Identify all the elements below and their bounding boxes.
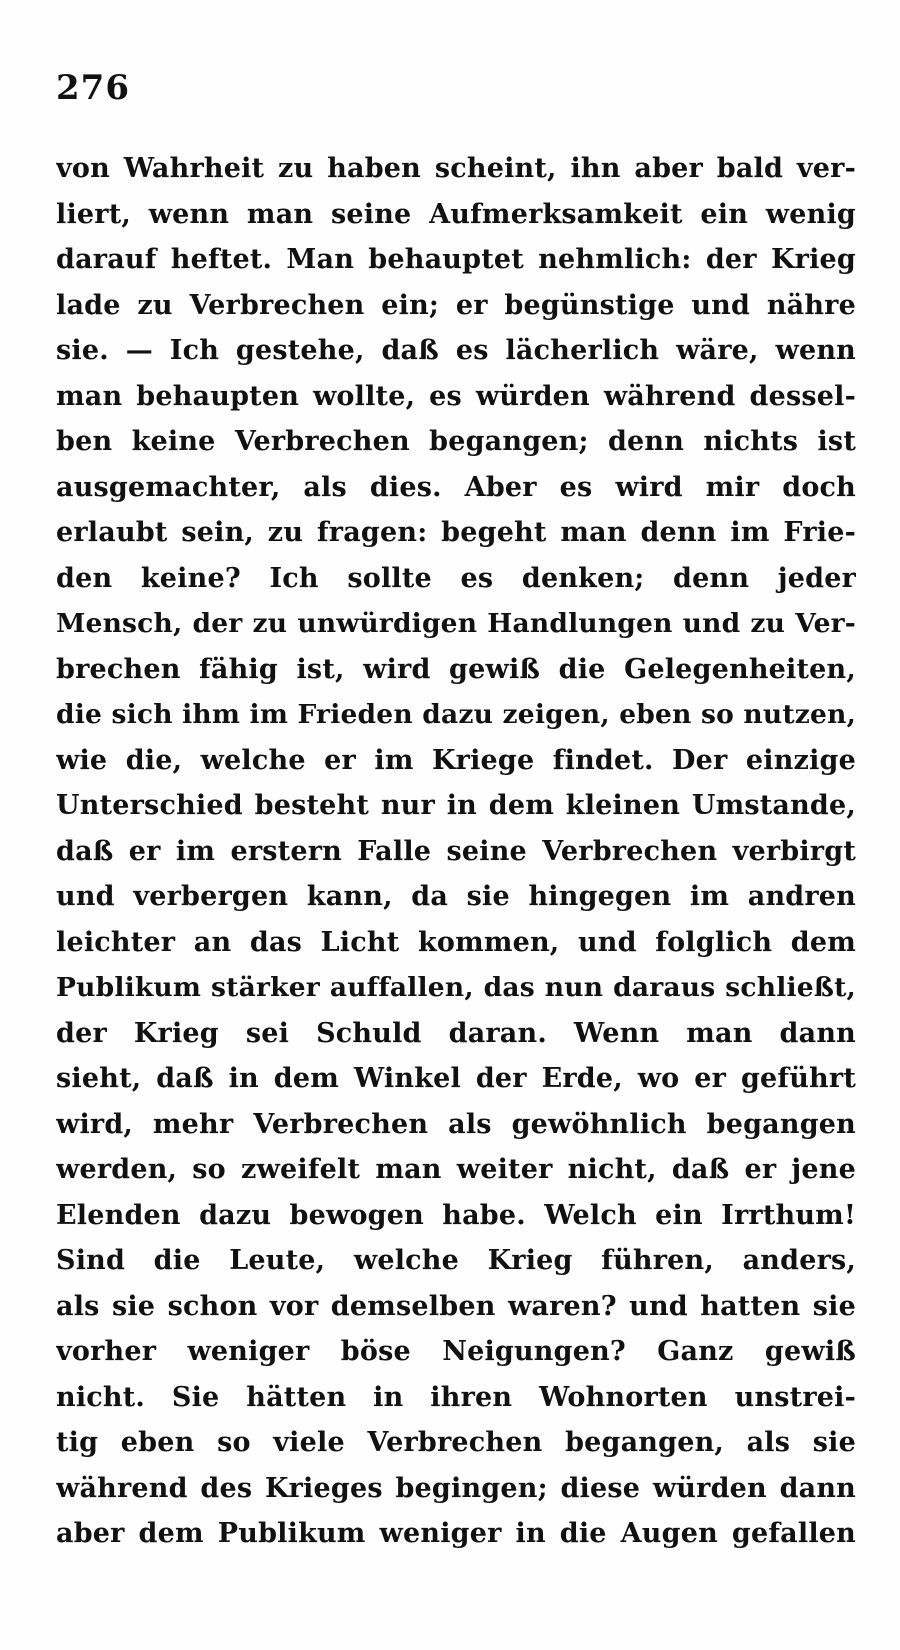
text-line: lade zu Verbrechen ein; er begünstige und nähre xyxy=(56,289,856,321)
text-line: werden, so zweifelt man weiter nicht, daß er jene xyxy=(56,1154,856,1185)
text-line: als sie schon vor demselben waren? und hatten sie xyxy=(56,1290,856,1322)
text-line: Mensch, der zu unwürdigen Handlungen und zu Ver- xyxy=(56,608,856,639)
text-line: von Wahrheit zu haben scheint, ihn aber bald ver- xyxy=(56,153,856,184)
text-line: der Krieg sei Schuld daran. Wenn man dann xyxy=(56,1017,856,1049)
text-line: ausgemachter, als dies. Aber es wird mir doch xyxy=(56,471,856,503)
text-line: daß er im erstern Falle seine Verbrechen verbirgt xyxy=(56,835,856,867)
text-line: ben keine Verbrechen begangen; denn nichts ist xyxy=(56,426,856,457)
text-line: nicht. Sie hätten in ihren Wohnorten unstrei- xyxy=(56,1381,856,1413)
text-line: man behaupten wollte, es würden während dessel- xyxy=(56,380,856,412)
text-line: erlaubt sein, zu fragen: begeht man denn im Frie- xyxy=(56,517,856,548)
text-line: während des Krieges begingen; diese würden dann xyxy=(56,1472,856,1504)
text-line: sieht, daß in dem Winkel der Erde, wo er geführt xyxy=(56,1063,856,1094)
text-line: leichter an das Licht kommen, und folglich dem xyxy=(56,926,856,958)
text-line: Sind die Leute, welche Krieg führen, anders, xyxy=(56,1245,856,1276)
text-line: und verbergen kann, da sie hingegen im andren xyxy=(56,881,856,912)
page-number: 276 xyxy=(56,68,130,108)
text-line: sie. — Ich gestehe, daß es lächerlich wäre, wenn xyxy=(56,335,856,366)
text-line: aber dem Publikum weniger in die Augen gefallen xyxy=(56,1518,856,1549)
text-line: die sich ihm im Frieden dazu zeigen, eben so nutzen, xyxy=(56,699,856,730)
text-line: Unterschied besteht nur in dem kleinen Umstande, xyxy=(56,790,856,821)
text-line: liert, wenn man seine Aufmerksamkeit ein wenig xyxy=(56,198,856,230)
text-line: wie die, welche er im Kriege findet. Der einzige xyxy=(56,744,856,776)
text-line: Publikum stärker auffallen, das nun daraus schließt, xyxy=(56,972,856,1003)
text-line: darauf heftet. Man behauptet nehmlich: der Krieg xyxy=(56,244,856,275)
body-text xyxy=(56,146,856,1557)
text-line: brechen fähig ist, wird gewiß die Gelegenheiten, xyxy=(56,653,856,685)
text-line: Elenden dazu bewogen habe. Welch ein Irrthum! xyxy=(56,1199,856,1231)
text-line: vorher weniger böse Neigungen? Ganz gewiß xyxy=(56,1336,856,1367)
text-line: den keine? Ich sollte es denken; denn jeder xyxy=(56,562,856,594)
text-line: wird, mehr Verbrechen als gewöhnlich begangen xyxy=(56,1108,856,1140)
text-line: tig eben so viele Verbrechen begangen, als sie xyxy=(56,1427,856,1458)
